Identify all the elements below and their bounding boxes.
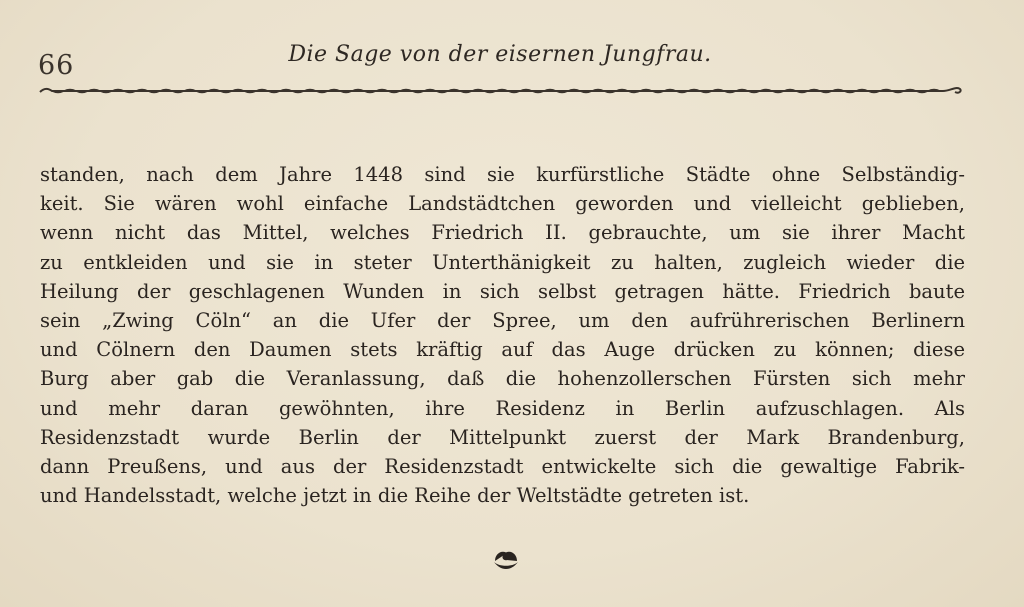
text-line: und Handelsstadt, welche jetzt in die Reihe der Weltstädte getreten ist. [40, 484, 750, 508]
text-line: keit. Sie wären wohl einfache Landstädtchen geworden und vielleicht geblieben, [40, 192, 965, 216]
text-line: wenn nicht das Mittel, welches Friedrich II. gebrauchte, um sie ihrer Macht [40, 221, 965, 245]
text-line: Residenzstadt wurde Berlin der Mittelpunkt zuerst der Mark Brandenburg, [40, 425, 965, 449]
text-line: und mehr daran gewöhnten, ihre Residenz in Berlin aufzuschlagen. Als [40, 396, 965, 420]
text-line: und Cölnern den Daumen stets kräftig auf das Auge drücken zu können; diese [40, 338, 965, 362]
running-title: Die Sage von der eisernen Jungfrau. [288, 42, 712, 67]
header-wavy-rule [38, 80, 963, 100]
page-number: 66 [38, 50, 75, 81]
leaf-ornament-icon [491, 545, 521, 571]
text-line: standen, nach dem Jahre 1448 sind sie kurfürstliche Städte ohne Selbständig- [40, 163, 965, 186]
body-paragraph [40, 160, 965, 510]
text-line: zu entkleiden und sie in steter Unterthänigkeit zu halten, zugleich wieder die [40, 250, 965, 274]
text-line: Heilung der geschlagenen Wunden in sich selbst getragen hätte. Friedrich baute [40, 279, 965, 303]
text-line: dann Preußens, und aus der Residenzstadt entwickelte sich die gewaltige Fabrik- [40, 454, 965, 478]
text-line: Burg aber gab die Veranlassung, daß die hohenzollerschen Fürsten sich mehr [40, 367, 965, 391]
text-line: sein „Zwing Cöln“ an die Ufer der Spree, um den aufrührerischen Berlinern [40, 308, 965, 332]
